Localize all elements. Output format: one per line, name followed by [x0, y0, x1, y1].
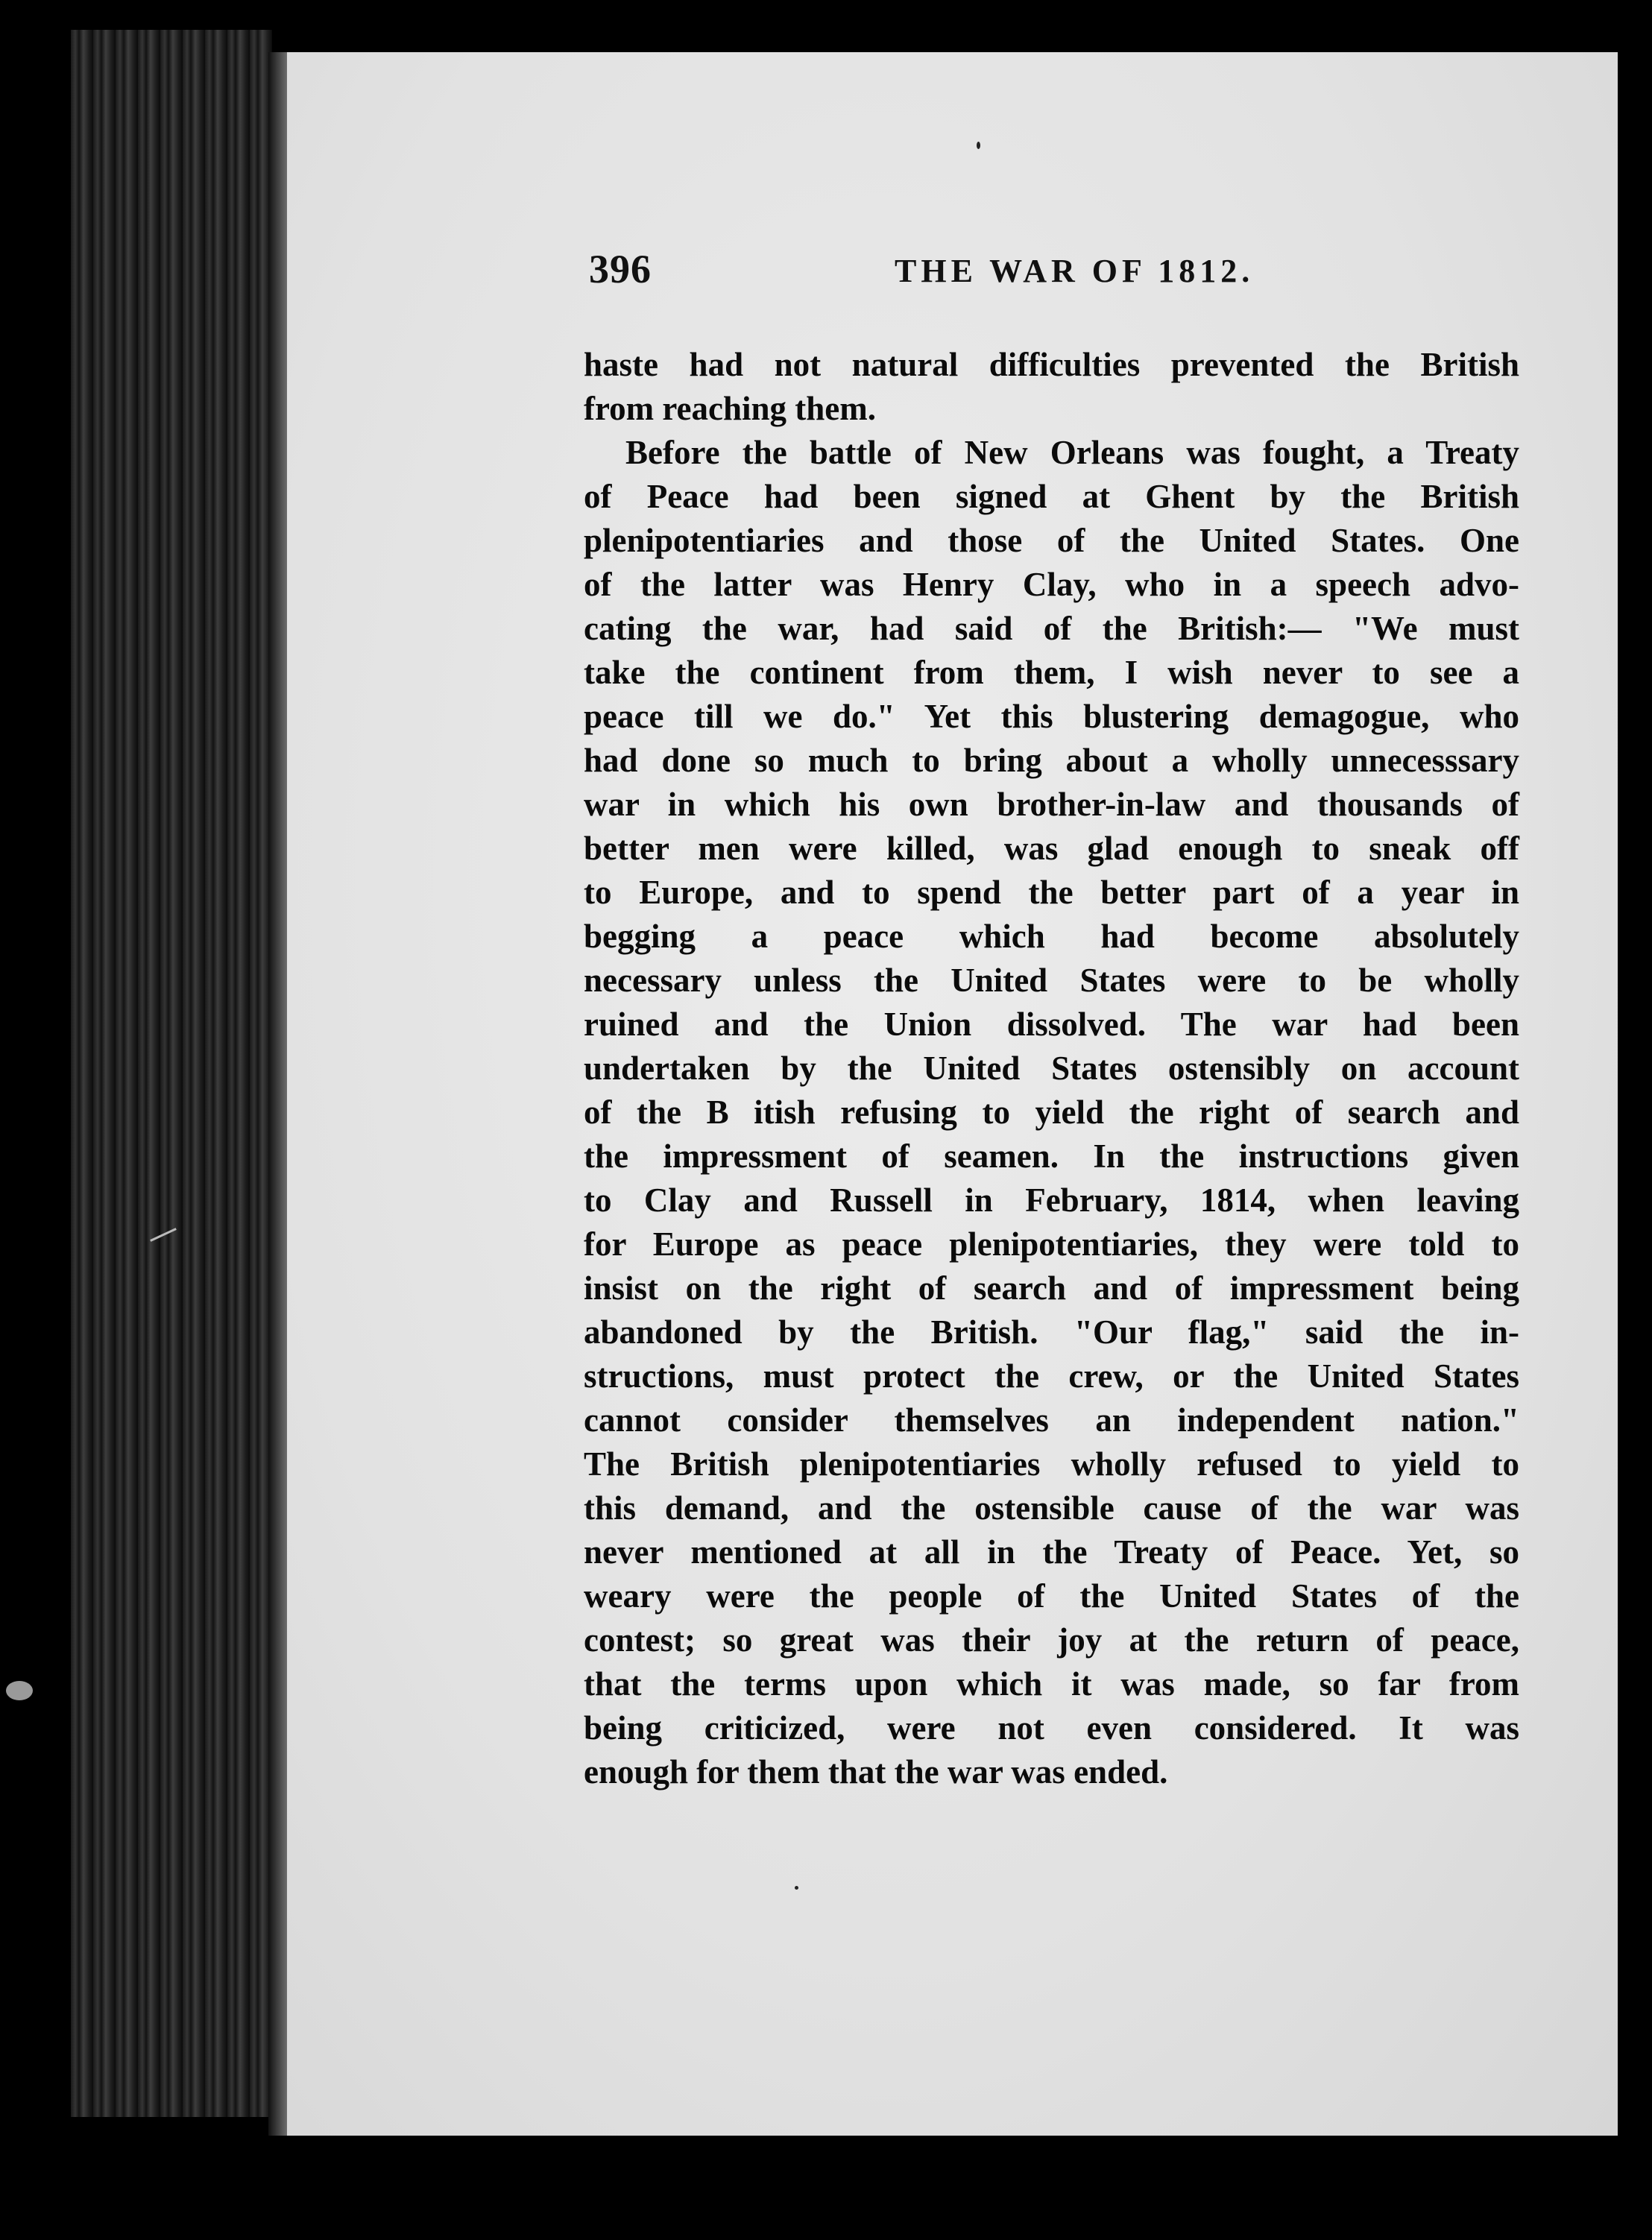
body-text — [584, 343, 1519, 1794]
text-line: The British plenipotentiaries wholly refused to yield to — [584, 1445, 1519, 1483]
text-line: war in which his own brother-in-law and thousands of — [584, 786, 1519, 823]
text-line: abandoned by the British. "Our flag," said the in- — [584, 1313, 1519, 1351]
text-line: this demand, and the ostensible cause of the war was — [584, 1489, 1519, 1527]
text-line: had done so much to bring about a wholly unnecesssary — [584, 742, 1519, 779]
text-line: of Peace had been signed at Ghent by the British — [584, 478, 1519, 515]
text-line: plenipotentiaries and those of the United States. One — [584, 522, 1519, 559]
text-line: undertaken by the United States ostensibly on account — [584, 1050, 1519, 1087]
text-line: cannot consider themselves an independent nation." — [584, 1401, 1519, 1439]
dust-speck — [6, 1681, 33, 1700]
text-line: being criticized, were not even considered. It was — [584, 1709, 1519, 1747]
text-line: for Europe as peace plenipotentiaries, they were told to — [584, 1225, 1519, 1263]
dust-speck — [795, 1886, 798, 1890]
text-line: better men were killed, was glad enough to sneak off — [584, 830, 1519, 867]
text-line: enough for them that the war was ended. — [584, 1753, 1168, 1791]
text-line: Before the battle of New Orleans was fought, a Treaty — [625, 434, 1519, 471]
text-line: of the B itish refusing to yield the right of search and — [584, 1094, 1519, 1131]
text-line: contest; so great was their joy at the return of peace, — [584, 1621, 1519, 1659]
text-line: insist on the right of search and of impressment being — [584, 1269, 1519, 1307]
text-line: of the latter was Henry Clay, who in a speech advo- — [584, 566, 1519, 603]
page-header — [589, 246, 1558, 298]
text-line: the impressment of seamen. In the instructions given — [584, 1138, 1519, 1175]
text-line: begging a peace which had become absolutely — [584, 918, 1519, 955]
book-spine-edge — [71, 30, 272, 2117]
text-line: from reaching them. — [584, 390, 877, 427]
text-line: necessary unless the United States were to be wholly — [584, 962, 1519, 999]
text-line: take the continent from them, I wish never to see a — [584, 654, 1519, 691]
text-line: to Clay and Russell in February, 1814, when leaving — [584, 1181, 1519, 1219]
dust-speck — [977, 142, 980, 149]
text-line: to Europe, and to spend the better part of a year in — [584, 874, 1519, 911]
text-line: cating the war, had said of the British:— "We must — [584, 610, 1519, 647]
text-line: structions, must protect the crew, or the United States — [584, 1357, 1519, 1395]
text-line: haste had not natural difficulties prevented the British — [584, 346, 1519, 383]
page-number: 396 — [589, 247, 652, 291]
running-head: THE WAR OF 1812. — [895, 253, 1255, 289]
text-line: weary were the people of the United States of the — [584, 1577, 1519, 1615]
text-line: never mentioned at all in the Treaty of Peace. Yet, so — [584, 1533, 1519, 1571]
text-line: peace till we do." Yet this blustering demagogue, who — [584, 698, 1519, 735]
text-line: ruined and the Union dissolved. The war had been — [584, 1006, 1519, 1043]
text-line: that the terms upon which it was made, so far from — [584, 1665, 1519, 1703]
